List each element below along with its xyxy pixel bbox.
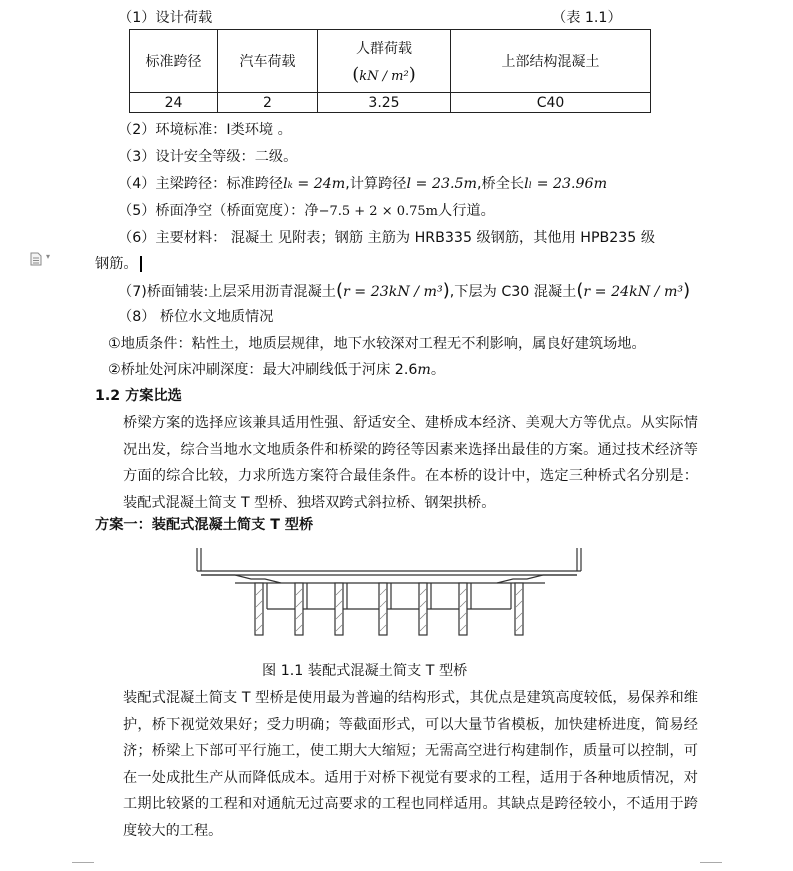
text-cursor	[140, 256, 142, 272]
span-line	[118, 174, 607, 194]
span-mid: ,计算跨径	[345, 176, 407, 192]
chevron-down-icon[interactable]: ▾	[46, 252, 51, 261]
paving-mid: ,下层为 C30 混凝土	[449, 284, 577, 300]
crowd-unit-text: kN / m²	[359, 68, 409, 84]
scour-unit: m	[417, 362, 431, 378]
material-line-2[interactable]	[95, 254, 142, 274]
table-cell: 2	[218, 93, 318, 113]
scour-line	[108, 360, 445, 380]
design-load-table	[129, 29, 651, 113]
section-paragraph	[95, 410, 698, 516]
table-header-crowd	[318, 30, 451, 93]
table-reference: （表 1.1）	[552, 10, 622, 26]
span-prefix: （4）主梁跨径：标准跨径	[118, 176, 284, 192]
plan1-description	[95, 685, 698, 844]
section-title: 1.2 方案比选	[95, 388, 182, 404]
deck-line	[118, 201, 495, 222]
paving-prefix: （7)桥面铺装:上层采用沥青混凝土	[118, 284, 336, 300]
table-cell: C40	[451, 93, 651, 113]
plan1-title: 方案一：装配式混凝土简支 T 型桥	[95, 517, 314, 533]
design-load-heading: （1）设计荷载	[118, 10, 213, 26]
span-mid2: ,桥全长	[477, 176, 525, 192]
deck-formula: −7.5 + 2 × 0.75m	[318, 204, 438, 219]
document-icon[interactable]	[30, 252, 42, 266]
bridge-cross-section-figure	[195, 543, 585, 637]
deck-suffix: 人行道。	[438, 203, 495, 219]
span-total: lₗ = 23.96m	[524, 176, 608, 192]
span-standard: lₖ = 24m	[283, 176, 346, 192]
crowd-unit: (kN / m²)	[352, 63, 416, 85]
material-line-2-text: 钢筋。	[95, 256, 138, 272]
table-header: 上部结构混凝土	[451, 30, 651, 93]
hydro-line: （8） 桥位水文地质情况	[118, 309, 274, 325]
material-line-1: （6）主要材料： 混凝土 见附表；钢筋 主筋为 HRB335 级钢筋，其他用 HPB235 级	[118, 230, 656, 246]
scour-text: ②桥址处河床冲刷深度：最大冲刷线低于河床 2.6	[108, 362, 418, 378]
table-cell: 24	[130, 93, 218, 113]
scour-end: 。	[430, 362, 446, 378]
deck-prefix: （5）桥面净空（桥面宽度）：净	[118, 203, 319, 219]
environment-line: （2）环境标准：I类环境 。	[118, 122, 292, 138]
safety-line: （3）设计安全等级：二级。	[118, 149, 298, 165]
geology-line: ①地质条件：粘性土，地质层规律，地下水较深对工程无不利影响，属良好建筑场地。	[108, 336, 646, 352]
paving-formula-1: r = 23kN / m³	[343, 284, 443, 300]
section-paragraph-text: 桥梁方案的选择应该兼具适用性强、舒适安全、建桥成本经济、美观大方等优点。从实际情况出发，综合当地水文地质条件和桥梁的跨径等因素来选择出最佳的方案。通过技术经济等方面的综合比较，力求所选方案符合最佳条件。在本桥的设计中，选定三种桥式名分别是：装配式混凝土简支 T 型桥、独塔双跨式斜拉桥、钢架拱桥。	[123, 415, 698, 511]
table-header: 标准跨径	[130, 30, 218, 93]
figure-caption: 图 1.1 装配式混凝土简支 T 型桥	[262, 663, 468, 679]
paving-formula-2: r = 24kN / m³	[583, 284, 684, 300]
span-calculated: l = 23.5m	[406, 176, 477, 192]
table-cell: 3.25	[318, 93, 451, 113]
paving-line: （7)桥面铺装:上层采用沥青混凝土(r = 23kN / m³),下层为 C30 混凝土(r = 24kN / m³)	[118, 280, 691, 301]
table-header: 汽车荷载	[218, 30, 318, 93]
plan1-description-text: 装配式混凝土简支 T 型桥是使用最为普遍的结构形式，其优点是建筑高度较低，易保养和维护，桥下视觉效果好；受力明确；等截面形式，可以大量节省模板，加快建桥进度，简易经济；桥梁上下部可平行施工，使工期大大缩短；无需高空进行构建制作，质量可以控制，可在一处成批生产从而降低成本。适用于对桥下视觉有要求的工程，适用于各种地质情况，对工期比较紧的工程和对通航无过高要求的工程也同样适用。其缺点是跨径较小，不适用于跨度较大的工程。	[123, 690, 698, 839]
table-header-label: 人群荷载	[356, 40, 412, 57]
